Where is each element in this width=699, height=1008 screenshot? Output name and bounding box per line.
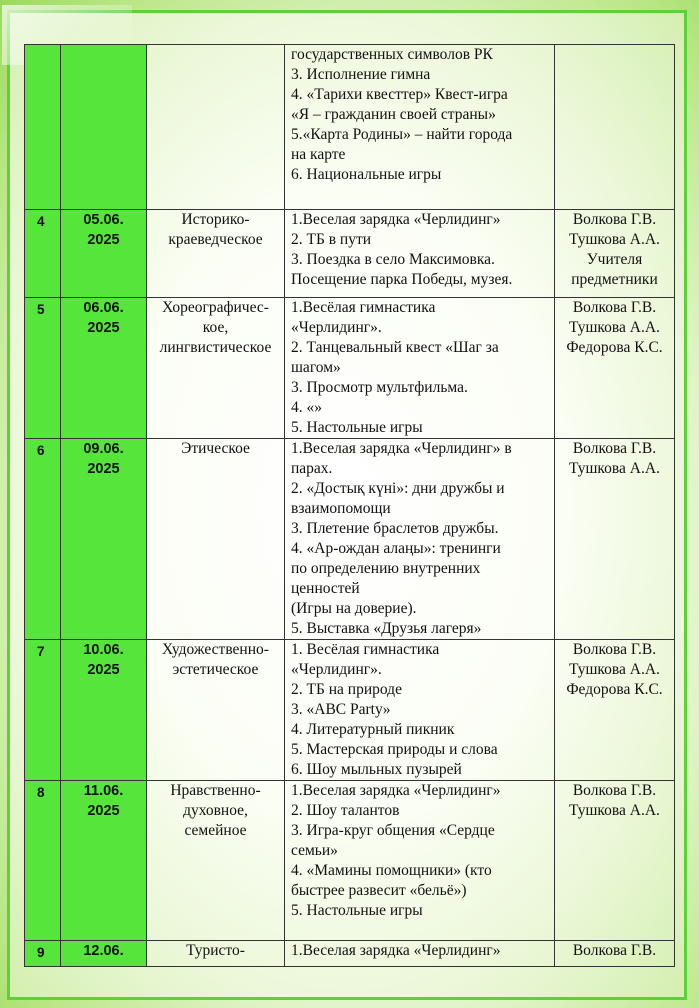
direction-line: Туристо-	[186, 942, 245, 959]
responsible-line: Федорова К.С.	[566, 339, 663, 356]
responsible-line: Тушкова А.А.	[569, 231, 660, 248]
direction-line: кое,	[202, 319, 229, 336]
day-number-cell: 8	[25, 781, 61, 941]
activity-line: 2. «Достық күні»: дни дружбы и	[291, 480, 505, 497]
date-line: 06.06.	[83, 300, 124, 316]
responsible-line: Волкова Г.В.	[572, 641, 657, 658]
direction-line: краеведческое	[168, 231, 263, 248]
table-row	[25, 45, 675, 210]
date-line: 2025	[87, 662, 120, 678]
date-line: 12.06.	[83, 943, 124, 959]
activity-line: «Черлидинг».	[291, 661, 382, 678]
day-number-cell: 5	[25, 298, 61, 439]
schedule-table	[24, 44, 675, 967]
activity-line: 1.Весёлая гимнастика	[291, 299, 436, 316]
activity-line: 6. Шоу мыльных пузырей	[291, 761, 462, 778]
responsible-line: Волкова Г.В.	[572, 440, 657, 457]
activity-line: 1. Весёлая гимнастика	[291, 641, 440, 658]
activity-line: Посещение парка Победы, музея.	[291, 271, 513, 288]
date-line: 10.06.	[83, 642, 124, 658]
date-line: 2025	[87, 232, 120, 248]
activity-line: «Я – гражданин своей страны»	[291, 106, 496, 123]
activity-line: 1.Веселая зарядка «Черлидинг»	[291, 942, 501, 959]
date-cell	[61, 210, 147, 298]
direction-line: семейное	[184, 822, 247, 839]
activities-cell	[285, 210, 555, 298]
activity-line: (Игры на доверие).	[291, 600, 417, 617]
responsible-cell	[555, 439, 675, 640]
direction-cell	[147, 941, 285, 967]
activity-line: быстрее развесит «бельё»)	[291, 882, 467, 899]
responsible-line: предметники	[571, 271, 658, 288]
activity-line: семьи»	[291, 842, 338, 859]
date-line: 05.06.	[83, 212, 124, 228]
activity-line: 1.Веселая зарядка «Черлидинг»	[291, 211, 501, 228]
date-cell	[61, 45, 147, 210]
activity-line: взаимопомощи	[291, 500, 391, 517]
activity-line: 2. ТБ в пути	[291, 231, 372, 248]
date-line: 2025	[87, 803, 120, 819]
activity-line: по определению внутренних	[291, 560, 481, 577]
direction-cell	[147, 439, 285, 640]
responsible-cell	[555, 45, 675, 210]
day-number-cell: 7	[25, 640, 61, 781]
date-line: 2025	[87, 320, 120, 336]
activity-line: 4. «Тарихи квесттер» Квест-игра	[291, 86, 508, 103]
activity-line: 4. Литературный пикник	[291, 721, 455, 738]
activity-line: государственных символов РК	[291, 46, 493, 63]
activity-line: 3. Игра-круг общения «Сердце	[291, 822, 495, 839]
direction-line: лингвистическое	[159, 339, 272, 356]
activity-line: шагом»	[291, 359, 341, 376]
table-row	[25, 941, 675, 967]
activity-line: ценностей	[291, 580, 360, 597]
activity-line: 3. Просмотр мультфильма.	[291, 379, 468, 396]
responsible-line: Тушкова А.А.	[569, 460, 660, 477]
date-cell	[61, 941, 147, 967]
day-number-cell: 6	[25, 439, 61, 640]
activity-line: 3. Поездка в село Максимовка.	[291, 251, 495, 268]
date-cell	[61, 439, 147, 640]
responsible-cell	[555, 781, 675, 941]
responsible-line: Волкова Г.В.	[572, 299, 657, 316]
responsible-cell	[555, 640, 675, 781]
table-row	[25, 210, 675, 298]
responsible-line: Волкова Г.В.	[572, 211, 657, 228]
direction-line: Нравственно-	[170, 782, 261, 799]
responsible-line: Федорова К.С.	[566, 681, 663, 698]
activity-line: 2. Шоу талантов	[291, 802, 400, 819]
activity-line: 6. Национальные игры	[291, 166, 442, 183]
activities-cell	[285, 941, 555, 967]
activity-line: 4. «Мамины помощники» (кто	[291, 862, 492, 879]
responsible-line: Тушкова А.А.	[569, 802, 660, 819]
activity-line: 5. Настольные игры	[291, 419, 423, 436]
table-row	[25, 781, 675, 941]
responsible-line: Волкова Г.В.	[572, 782, 657, 799]
responsible-cell	[555, 298, 675, 439]
responsible-line: Тушкова А.А.	[569, 319, 660, 336]
activity-line: 3. Исполнение гимна	[291, 66, 431, 83]
activity-line: 4. «Ар-ождан алаңы»: тренинги	[291, 540, 501, 557]
activity-line: 2. ТБ на природе	[291, 681, 402, 698]
responsible-line: Учителя	[586, 251, 643, 268]
date-cell	[61, 298, 147, 439]
schedule-body	[25, 45, 675, 967]
activity-line: 5. Выставка «Друзья лагеря»	[291, 620, 482, 637]
activity-line: парах.	[291, 460, 333, 477]
activity-line: 5.«Карта Родины» – найти города	[291, 126, 513, 143]
activity-line: 3. «ABC Party»	[291, 701, 391, 718]
activities-cell	[285, 298, 555, 439]
activity-line: 1.Веселая зарядка «Черлидинг»	[291, 782, 501, 799]
activity-line: 1.Веселая зарядка «Черлидинг» в	[291, 440, 512, 457]
date-line: 2025	[87, 461, 120, 477]
day-number-cell	[25, 45, 61, 210]
direction-cell	[147, 640, 285, 781]
direction-cell	[147, 45, 285, 210]
responsible-cell	[555, 941, 675, 967]
day-number-cell: 9	[25, 941, 61, 967]
date-cell	[61, 781, 147, 941]
day-number-cell: 4	[25, 210, 61, 298]
activity-line: 4. «»	[291, 399, 322, 416]
direction-line: Этическое	[181, 440, 250, 457]
table-row	[25, 298, 675, 439]
direction-cell	[147, 781, 285, 941]
activity-line: на карте	[291, 146, 346, 163]
direction-line: Историко-	[181, 211, 250, 228]
activity-line: 5. Настольные игры	[291, 902, 423, 919]
activities-cell	[285, 439, 555, 640]
activity-line: 5. Мастерская природы и слова	[291, 741, 498, 758]
activity-line: «Черлидинг».	[291, 319, 382, 336]
date-line: 11.06.	[83, 783, 124, 799]
direction-line: эстетическое	[172, 661, 259, 678]
date-cell	[61, 640, 147, 781]
direction-line: Хореографичес-	[162, 299, 269, 316]
table-row	[25, 640, 675, 781]
responsible-cell	[555, 210, 675, 298]
activity-line: 3. Плетение браслетов дружбы.	[291, 520, 499, 537]
activity-line: 2. Танцевальный квест «Шаг за	[291, 339, 499, 356]
direction-cell	[147, 210, 285, 298]
direction-line: духовное,	[183, 802, 248, 819]
responsible-line: Тушкова А.А.	[569, 661, 660, 678]
activities-cell	[285, 45, 555, 210]
activities-cell	[285, 640, 555, 781]
date-line: 09.06.	[83, 441, 124, 457]
direction-cell	[147, 298, 285, 439]
activities-cell	[285, 781, 555, 941]
direction-line: Художественно-	[162, 641, 269, 658]
table-row	[25, 439, 675, 640]
responsible-line: Волкова Г.В.	[572, 942, 657, 959]
